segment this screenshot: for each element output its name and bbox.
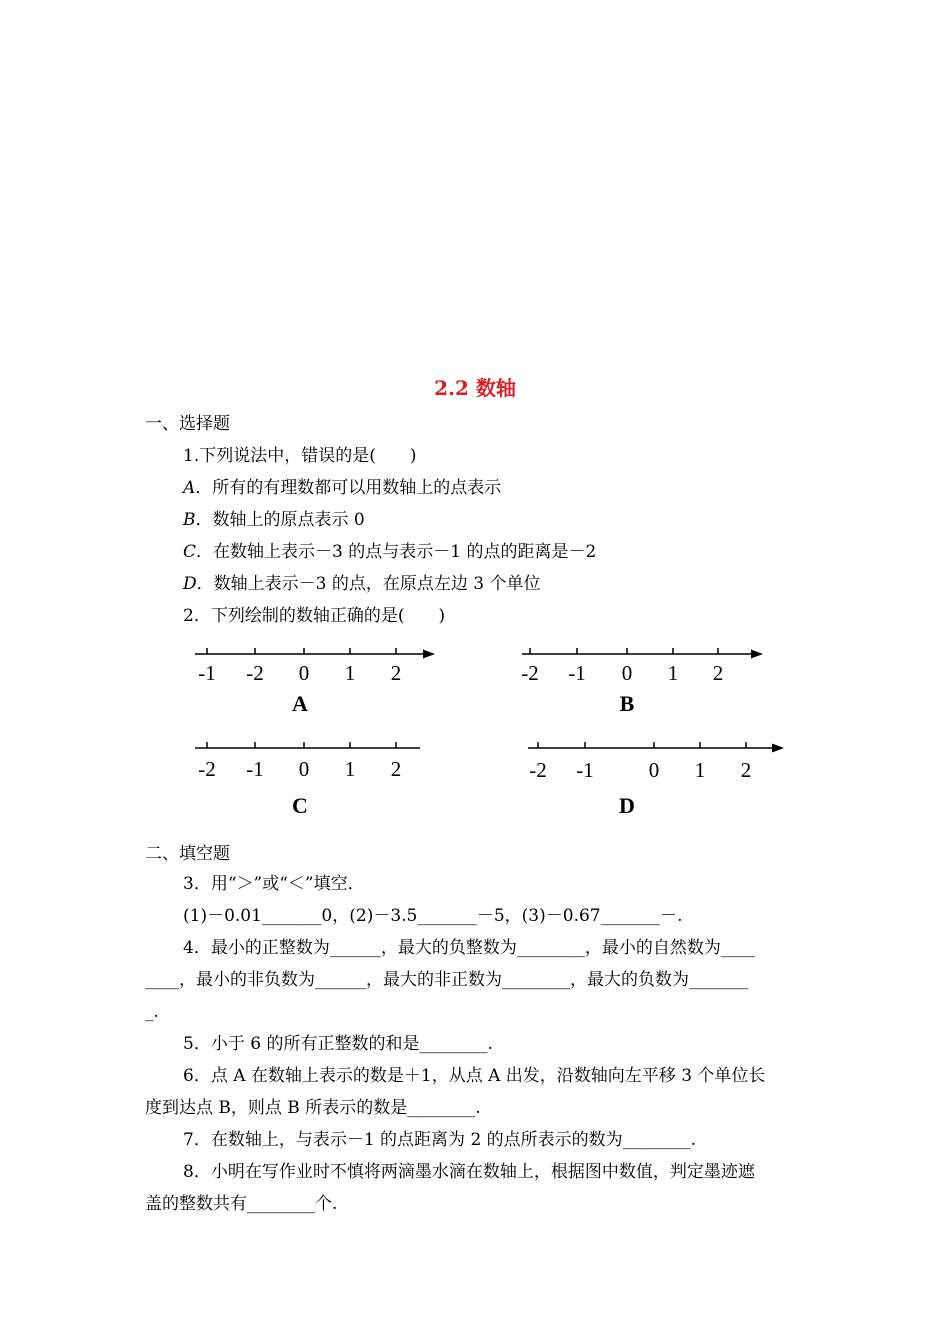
tick-label: 2 [712, 661, 724, 685]
tick-label: 0 [648, 758, 660, 782]
tick-label: 0 [621, 661, 633, 685]
option-text: ．数轴上表示－3 的点，在原点左边 3 个单位 [196, 574, 541, 594]
figure-caption: D [619, 793, 635, 818]
number-line-c [195, 742, 420, 818]
tick-label: -2 [529, 758, 547, 782]
tick-label: 1 [344, 661, 356, 685]
page-title: 2.2 数轴 [434, 376, 516, 400]
q8-line2: 盖的整数共有________个. [145, 1194, 338, 1214]
q3-line: (1)－0.01_______0，(2)－3.5_______－5，(3)－0.67_______－. [183, 906, 683, 926]
option-text: ．所有的有理数都可以用数轴上的点表示 [195, 478, 502, 498]
tick-label: 2 [740, 758, 752, 782]
q4-line2: ____，最小的非负数为______，最大的非正数为________，最大的负数为_______ [145, 970, 749, 990]
tick-label: -2 [521, 661, 539, 685]
option-letter: D [183, 574, 197, 594]
figure-caption: B [619, 691, 635, 716]
q1-option-a [183, 477, 501, 499]
tick-label: -2 [246, 661, 264, 685]
tick-label: -1 [198, 661, 216, 685]
number-line-d [528, 742, 784, 818]
tick-label: 2 [390, 661, 402, 685]
tick-label: -1 [246, 757, 264, 781]
option-text: ．数轴上的原点表示 0 [195, 510, 365, 530]
q5-line: 5．小于 6 的所有正整数的和是________. [183, 1034, 493, 1054]
option-text: ．在数轴上表示－3 的点与表示－1 的点的距离是－2 [196, 542, 597, 562]
q1-stem: 1.下列说法中，错误的是( ) [183, 446, 417, 466]
q3-stem: 3．用“＞”或“＜”填空． [183, 874, 365, 894]
figure-caption: C [292, 793, 308, 818]
number-line-b [521, 648, 763, 716]
q4-line3: _. [145, 1002, 159, 1022]
tick-label: 1 [344, 757, 356, 781]
option-letter: C [183, 542, 197, 562]
number-line-figures [180, 640, 800, 830]
q4-line1: 4．最小的正整数为______，最大的负整数为________，最小的自然数为____ [183, 938, 755, 958]
number-line-svg [180, 640, 800, 830]
tick-label: 2 [390, 757, 402, 781]
tick-label: -2 [198, 757, 216, 781]
tick-label: 1 [694, 758, 706, 782]
q2-stem: 2．下列绘制的数轴正确的是( ) [183, 606, 446, 626]
number-line-a [195, 648, 435, 716]
option-letter: A [183, 478, 196, 498]
option-letter: B [183, 510, 196, 530]
tick-label: 1 [667, 661, 679, 685]
tick-label: -1 [576, 758, 594, 782]
tick-label: 0 [298, 757, 310, 781]
section-heading-fill: 二、填空题 [145, 844, 230, 864]
tick-label: -1 [568, 661, 586, 685]
q6-line1: 6．点 A 在数轴上表示的数是＋1，从点 A 出发，沿数轴向左平移 3 个单位长 [183, 1066, 766, 1086]
tick-label: 0 [298, 661, 310, 685]
figure-caption: A [292, 691, 308, 716]
q1-option-c [183, 541, 596, 563]
q8-line1: 8．小明在写作业时不慎将两滴墨水滴在数轴上，根据图中数值，判定墨迹遮 [183, 1162, 755, 1182]
q1-option-b [183, 509, 365, 531]
q7-line: 7．在数轴上，与表示－1 的点距离为 2 的点所表示的数为________. [183, 1130, 697, 1150]
section-heading-choice: 一、选择题 [145, 414, 230, 434]
q1-option-d [183, 573, 540, 595]
q6-line2: 度到达点 B，则点 B 所表示的数是________. [145, 1098, 481, 1118]
